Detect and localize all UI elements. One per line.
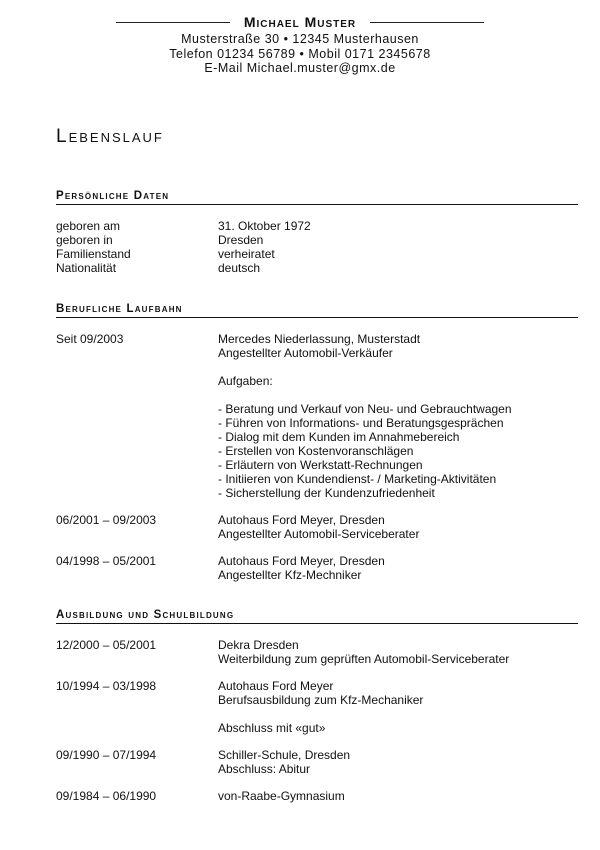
task-item: - Erläutern von Werkstatt-Rechnungen [218, 458, 423, 472]
career-details [218, 554, 578, 582]
education-details [218, 789, 578, 803]
task-item: - Initiieren von Kundendienst- / Marketing-Aktivitäten [218, 472, 497, 486]
education-list [56, 638, 578, 803]
education-entry [56, 789, 578, 803]
position: Angestellter Kfz-Mechniker [218, 568, 362, 582]
career-details [218, 513, 578, 541]
qualification: Berufsausbildung zum Kfz-Mechaniker [218, 693, 424, 707]
personal-value: Dresden [218, 233, 264, 247]
education-period: 09/1984 – 06/1990 [56, 789, 157, 803]
personal-value: 31. Oktober 1972 [218, 219, 311, 233]
section-heading-education: Ausbildung und Schulbildung [56, 609, 578, 624]
personal-label: geboren am [56, 219, 121, 233]
tasks-label: Aufgaben: [218, 374, 273, 388]
career-period: 04/1998 – 05/2001 [56, 554, 157, 568]
education-entry [56, 638, 578, 666]
education-details [218, 748, 578, 776]
graduation-note: Abschluss mit «gut» [218, 721, 326, 735]
career-entry [56, 332, 578, 500]
personal-label: geboren in [56, 233, 113, 247]
address: Musterstraße 30 • 12345 Musterhausen [181, 32, 419, 46]
qualification: Weiterbildung zum geprüften Automobil-Serviceberater [218, 652, 510, 666]
task-item: - Beratung und Verkauf von Neu- und Gebrauchtwagen [218, 402, 512, 416]
name-rule-left [116, 22, 230, 23]
section-heading-career: Berufliche Laufbahn [56, 303, 578, 318]
personal-row [56, 233, 578, 247]
education-entry [56, 679, 578, 735]
career-entry [56, 513, 578, 541]
task-item: - Dialog mit dem Kunden im Annahmebereich [218, 430, 460, 444]
task-item: - Sicherstellung der Kundenzufriedenheit [218, 486, 435, 500]
career-period: 06/2001 – 09/2003 [56, 513, 157, 527]
email: E-Mail Michael.muster@gmx.de [204, 61, 396, 75]
qualification: Abschluss: Abitur [218, 762, 311, 776]
page-title: Lebenslauf [56, 126, 164, 147]
education-details [218, 638, 578, 666]
employer: Mercedes Niederlassung, Musterstadt [218, 332, 421, 346]
education-period: 12/2000 – 05/2001 [56, 638, 157, 652]
career-entry [56, 554, 578, 582]
name-row [0, 12, 600, 32]
education-period: 09/1990 – 07/1994 [56, 748, 157, 762]
career-details [218, 332, 578, 500]
personal-value: deutsch [218, 261, 261, 275]
employer: Autohaus Ford Meyer, Dresden [218, 554, 385, 568]
header [0, 12, 600, 76]
institution: Schiller-Schule, Dresden [218, 748, 351, 762]
education-entry [56, 748, 578, 776]
personal-row [56, 261, 578, 275]
personal-row [56, 247, 578, 261]
institution: von-Raabe-Gymnasium [218, 789, 345, 803]
task-item: - Führen von Informations- und Beratungsgesprächen [218, 416, 504, 430]
position: Angestellter Automobil-Verkäufer [218, 346, 393, 360]
institution: Dekra Dresden [218, 638, 299, 652]
personal-label: Nationalität [56, 261, 117, 275]
career-period: Seit 09/2003 [56, 332, 124, 346]
education-period: 10/1994 – 03/1998 [56, 679, 157, 693]
career-list [56, 332, 578, 582]
education-details [218, 679, 578, 735]
institution: Autohaus Ford Meyer [218, 679, 334, 693]
employer: Autohaus Ford Meyer, Dresden [218, 513, 385, 527]
phone-numbers: Telefon 01234 56789 • Mobil 0171 2345678 [169, 46, 431, 61]
personal-label: Familienstand [56, 247, 131, 261]
personal-row [56, 219, 578, 233]
task-item: - Erstellen von Kostenvoranschlägen [218, 444, 414, 458]
personal-data [56, 219, 578, 275]
personal-value: verheiratet [218, 247, 275, 261]
section-heading-personal: Persönliche Daten [56, 190, 578, 205]
name-rule-right [370, 22, 484, 23]
position: Angestellter Automobil-Serviceberater [218, 527, 420, 541]
person-name: Michael Muster [243, 14, 357, 30]
